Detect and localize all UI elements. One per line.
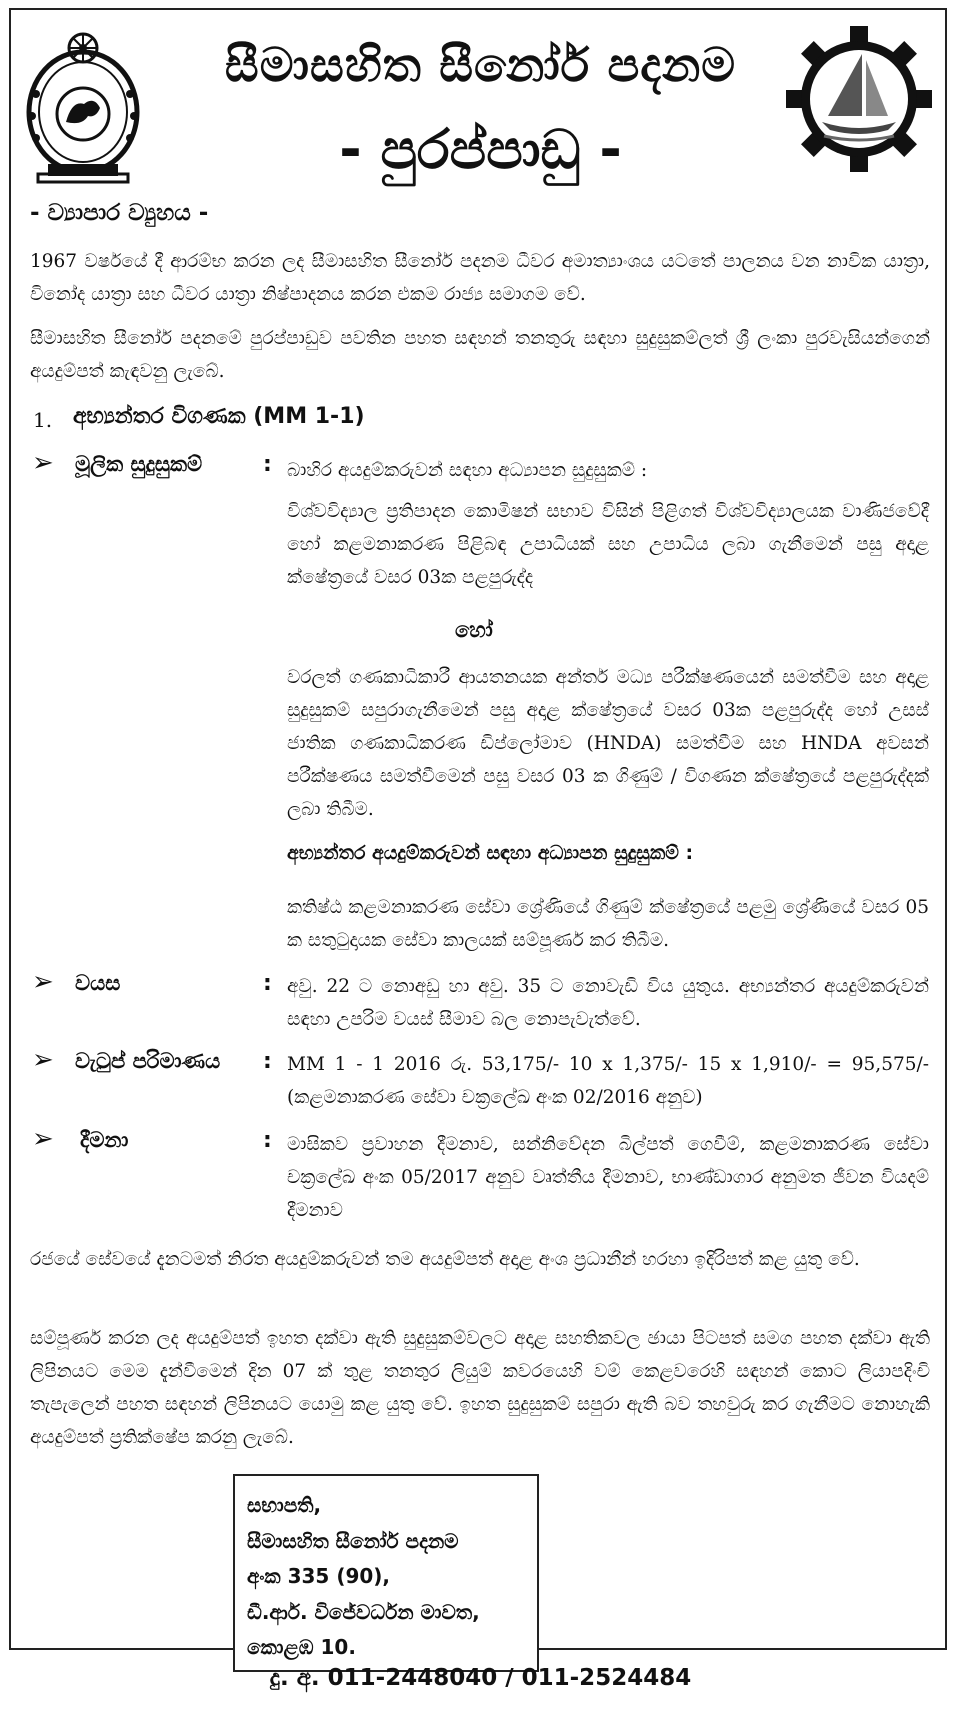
colon: :	[263, 1128, 272, 1153]
arrow-bullet-icon: ➢	[32, 967, 54, 997]
arrow-bullet-icon: ➢	[32, 1045, 54, 1075]
internal-qualifications-text: කතිෂ්ඨ කළමනාකරණ සේවා ශ්‍රේණියේ ගිණුම් ක්ෂේත්‍රයේ පළමු ශ්‍රේණියේ වසර 05 ක සතුටුදායක සේවා කාලයක් සම්පූර්ණ කර තිබීම.	[287, 897, 929, 951]
postal-address-box	[233, 1474, 539, 1672]
telephone-numbers: දු. අ. 011-2448040 / 011-2524484	[269, 1665, 692, 1691]
allowances-text: මාසිකව ප්‍රවාහන දීමනාව, සන්නිවේදන බිල්පත් ගෙවීම්, කළමනාකරණ සේවා චක්‍රලේඛ අංක 05/2017 අනුව වෘත්තීය දීමනාව, භාණ්ඩාගාර අනුමත ජීවන වියදම් දීමනාව	[287, 1134, 929, 1221]
address-line: ඩී.ආර්. විජේවර්ධන මාවත,	[247, 1599, 480, 1624]
external-qualifications-intro: බාහිර අයදුම්කරුවන් සඳහා අධ්‍යාපන සුදුසුකම් :	[287, 460, 648, 481]
arrow-bullet-icon: ➢	[32, 1124, 54, 1154]
colon: :	[263, 1049, 272, 1074]
position-title: අභ්‍යන්තර විගණක (MM 1-1)	[73, 404, 365, 429]
government-employees-note: රජයේ සේවයේ දැනටමත් නිරත අයදුම්කරුවන් තම අයදුම්පත් අදාළ අංශ ප්‍රධානීන් හරහා ඉදිරිපත් කළ යුතු වේ.	[30, 1249, 860, 1270]
intro-paragraph-2: සීමාසහිත සීනෝර් පදනමේ පුරප්පාඩුව පවතින පහත සඳහන් තනතුරු සඳහා සුදුසුකම්ලත් ශ්‍රී ලංකා පුරවැසියන්ගෙන් අයදුම්පත් කැඳවනු ලැබේ.	[30, 328, 930, 382]
internal-qualifications-heading: අභ්‍යන්තර අයදුම්කරුවන් සඳහා අධ්‍යාපන සුදුසුකම් :	[287, 842, 694, 864]
age-text: අවු. 22 ට නොඅඩු හා අවු. 35 ට නොවැඩි විය යුතුය. අභ්‍යන්තර අයදුම්කරුවන් සඳහා උපරිම වයස් සීමාව බල නොපැවැත්වේ.	[287, 976, 929, 1030]
colon: :	[263, 452, 272, 477]
address-line: අංක 335 (90),	[247, 1564, 391, 1588]
qualification-option-b: වරලත් ගණකාධිකාරී ආයතනයක අන්තර් මධ්‍ය පරීක්ෂණයෙන් සමත්වීම සහ අදාළ සුදුසුකම් සපුරාගැනීමෙන් පසු අදාළ ක්ෂේත්‍රයේ වසර 03ක පළපුරුද්ද හෝ උසස් ජාතික ගණකාධිකරණ ඩිප්ලෝමාව (HNDA) සමත්වීම සහ HNDA අවසන් පරීක්ෂණය සමත්වීමෙන් පසු වසර 03 ක ගිණුම් / විගණන ක්ෂේත්‍රයේ පළපුරුද්දක් ලබා තිබීම.	[287, 667, 929, 820]
address-line: කොළඹ 10.	[247, 1635, 356, 1659]
intro-paragraph-1: 1967 වර්ෂයේ දී ආරම්භ කරන ලද සීමාසහිත සීනෝර් පදනම ධීවර අමාත්‍යාංශය යටතේ පාලනය වන නාවික යාත්‍රා, විනෝද යාත්‍රා සහ ධීවර යාත්‍රා නිෂ්පාදනය කරන එකම රාජ්‍ය සමාගම වේ.	[30, 251, 930, 305]
qualifications-label: මූලික සුදුසුකම්	[75, 452, 203, 476]
arrow-bullet-icon: ➢	[32, 448, 54, 478]
page-title: සීමාසහිත සීනෝර් පදනම	[224, 38, 737, 93]
vacancies-heading: - පුරප්පාඩු -	[339, 118, 622, 181]
qualification-option-a: විශ්වවිද්‍යාල ප්‍රතිපාදන කොමිෂන් සභාව විසින් පිළිගත් විශ්වවිද්‍යාලයක වාණිජවේදී හෝ කළමනාකරණ පිළිබඳ උපාධියක් සහ උපාධිය ලබා ගැනීමෙන් පසු අදාළ ක්ෂේත්‍රයේ වසර 03ක පළපුරුද්ද	[287, 501, 929, 588]
age-label: වයස	[75, 971, 121, 995]
salary-text: MM 1 - 1 2016 රු. 53,175/- 10 x 1,375/- 15 x 1,910/- = 95,575/- (කළමනාකරණ සේවා චක්‍රලේඛ අංක 02/2016 අනුව)	[287, 1054, 929, 1108]
address-line: සීමාසහිත සීනෝර් පදනම	[247, 1528, 459, 1553]
or-separator: හෝ	[455, 618, 493, 642]
salary-label: වැටුප් පරිමාණය	[75, 1049, 221, 1073]
application-instructions: සම්පූර්ණ කරන ලද අයදුම්පත් ඉහත දක්වා ඇති සුදුසුකම්වලට අදාළ සහතිකවල ඡායා පිටපත් සමග පහත දක්වා ඇති ලිපිනයට මෙම දැන්වීමෙන් දින 07 ක් තුළ තනතුර ලියුම් කවරයෙහි වම් කෙළවරෙහි සඳහන් කොට ලියාපදිංචි තැපැලෙන් පහත සඳහන් ලිපිනයට යොමු කළ යුතු වේ. ඉහත සුදුසුකම් සපුරා ඇති බව තහවුරු කර ගැනීමට නොහැකි අයදුම්පත් ප්‍රතික්ෂේප කරනු ලැබේ.	[30, 1328, 930, 1448]
position-number: 1.	[33, 408, 53, 432]
business-structure-heading: - ව්‍යාපාර ව්‍යුහය -	[30, 200, 209, 226]
allowances-label: දීමනා	[80, 1128, 129, 1152]
address-line: සභාපති,	[247, 1493, 322, 1517]
colon: :	[263, 971, 272, 996]
